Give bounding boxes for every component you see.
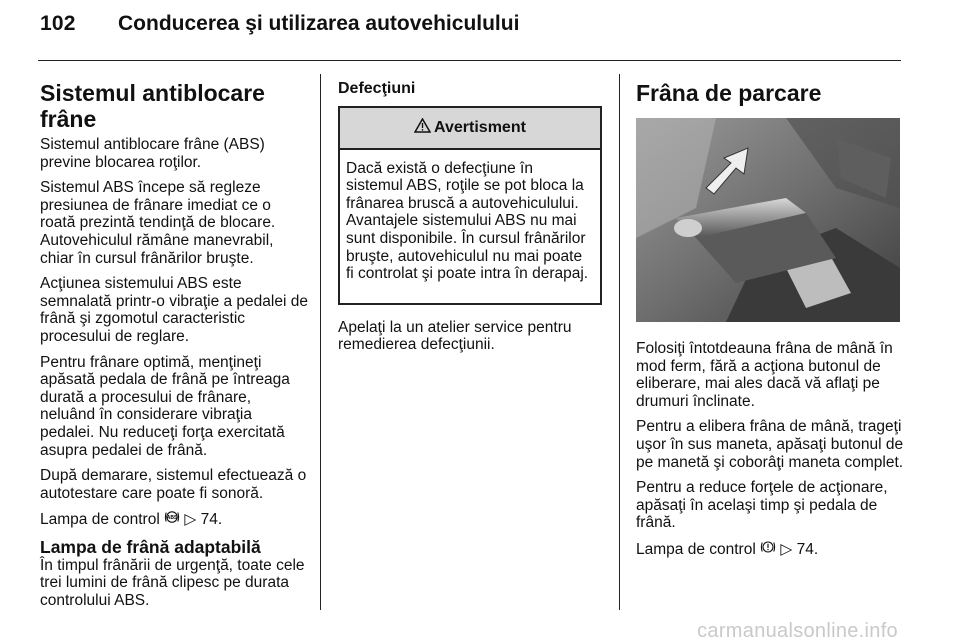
warning-box: [338, 106, 602, 305]
warning-text: Dacă există o defecţiune în sistemul ABS, roţile se pot bloca la frânarea bruscă a autovehiculului. Avantajele sistemului ABS nu mai sunt disponibile. În cursul frânărilor bruşte, autovehiculul nu mai poate fi controlat şi poate intra în derapaj.: [346, 159, 589, 283]
section-heading-abs: Sistemul antiblocare frâne: [40, 80, 265, 132]
paragraph: Acţiunea sistemului ABS este semnalată printr-o vibraţie a pedalei de frână şi zgomotul caracteristic procesului de reglare.: [40, 275, 308, 345]
warning-header: [340, 108, 600, 150]
lamp-label: Lampa de control: [40, 511, 160, 529]
paragraph: Sistemul antiblocare frâne (ABS) previne blocarea roţilor.: [40, 136, 265, 171]
page-number: 102: [40, 12, 76, 35]
column-divider: [619, 74, 620, 610]
section-heading-parking-brake: Frâna de parcare: [636, 80, 822, 106]
lamp-label: Lampa de control: [636, 540, 756, 558]
subsection-heading-adaptive-brake-light: Lampa de frână adaptabilă: [40, 536, 261, 557]
paragraph: Folosiţi întotdeauna frâna de mână în mod ferm, fără a acţiona butonul de eliberare, mai ales dacă vă aflaţi pe drumuri înclinate.: [636, 340, 893, 410]
section-heading-faults: Defecţiuni: [338, 80, 416, 97]
paragraph: Pentru a reduce forţele de acţionare, apăsaţi în acelaşi timp şi pedala de frână.: [636, 479, 888, 532]
warning-title: Avertisment: [434, 118, 526, 136]
paragraph: Apelaţi la un atelier service pentru remedierea defecţiunii.: [338, 318, 572, 354]
lamp-reference: [40, 510, 308, 529]
svg-text:ABS: ABS: [166, 515, 178, 522]
column-abs: [40, 80, 308, 618]
watermark: carmanualsonline.info: [697, 620, 898, 642]
paragraph: După demarare, sistemul efectuează o autotestare care poate fi sonoră.: [40, 467, 307, 502]
column-divider: [320, 74, 321, 610]
column-parking-brake: [636, 80, 904, 567]
header-divider: [38, 60, 901, 61]
page-ref-arrow-icon: ▷: [780, 540, 793, 558]
warning-triangle-icon: [414, 118, 431, 137]
lamp-reference: [636, 540, 904, 559]
paragraph: În timpul frânării de urgenţă, toate cele trei lumini de frână clipesc pe durata controlului ABS.: [40, 556, 305, 610]
paragraph: Sistemul ABS începe să regleze presiunea de frânare imediat ce o roată prezintă tendinţă de blocare. Autovehiculul rămâne manevrabil, chiar în cursul frânărilor bruşte.: [40, 179, 276, 267]
chapter-title: Conducerea şi utilizarea autovehiculului: [118, 12, 520, 35]
paragraph: Pentru a elibera frâna de mână, trageţi uşor în sus maneta, apăsaţi butonul de pe manetă şi coborâţi maneta complet.: [636, 418, 904, 471]
lamp-page-ref[interactable]: 74.: [796, 540, 819, 558]
parking-brake-image: [636, 118, 900, 322]
paragraph: Pentru frânare optimă, menţineţi apăsată pedala de frână pe întreaga durată a procesului de frânare, neluând în considerare vibraţia pedalei. Nu reduceţi forţa exercitată asupra pedalei de frână.: [40, 353, 290, 459]
lamp-page-ref[interactable]: 74.: [200, 511, 223, 529]
abs-warning-icon: [164, 510, 180, 529]
brake-warning-icon: [760, 540, 776, 559]
column-faults: [338, 80, 602, 362]
page-ref-arrow-icon: ▷: [184, 511, 197, 529]
